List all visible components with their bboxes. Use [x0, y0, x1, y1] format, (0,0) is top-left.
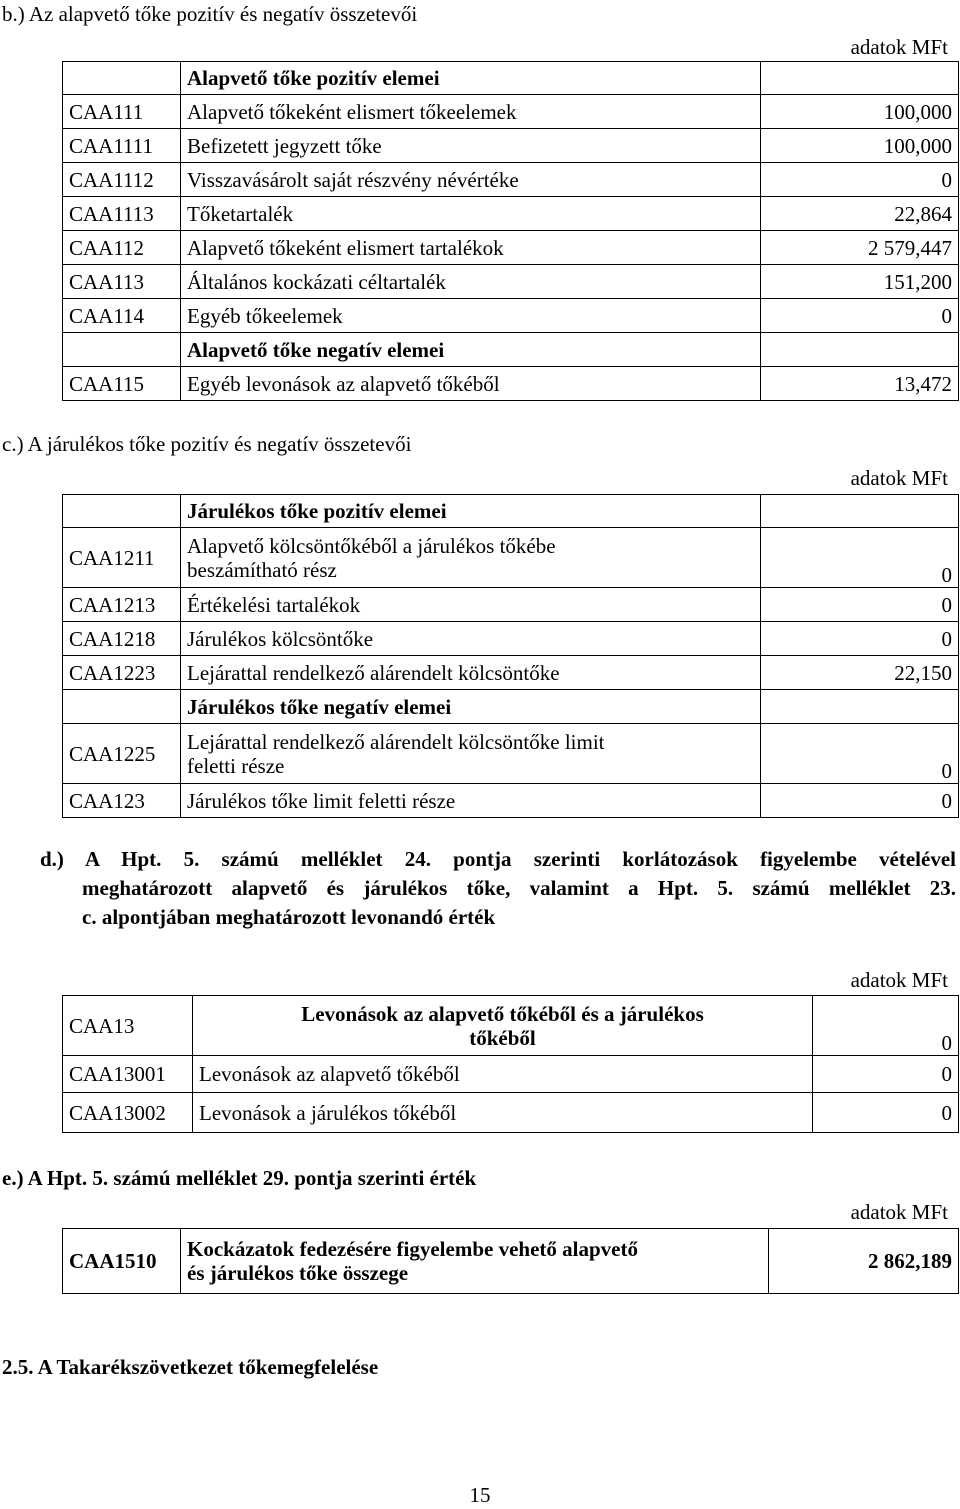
negative-elements-header: Alapvető tőke negatív elemei: [181, 333, 761, 367]
section-d-heading-line2: meghatározott alapvető és járulékos tőke, valamint a Hpt. 5. számú melléklet 23.: [82, 876, 956, 900]
table-row: [63, 367, 959, 401]
row-label: Alapvető tőkeként elismert tartalékok: [181, 231, 761, 265]
row-label: [181, 528, 761, 588]
row-value: 151,200: [761, 265, 959, 299]
section-e-heading: e.) A Hpt. 5. számú melléklet 29. pontja szerinti érték: [2, 1166, 477, 1190]
section-d-unit: adatok MFt: [850, 968, 948, 992]
row-value: 0: [761, 588, 959, 622]
row-value: 0: [813, 996, 959, 1056]
table-row: [63, 528, 959, 588]
row-label-line1: Alapvető kölcsöntőkéből a járulékos tőkébe: [187, 533, 556, 558]
section-b-unit: adatok MFt: [850, 35, 948, 59]
row-code: CAA1225: [63, 724, 181, 784]
table-row: [63, 231, 959, 265]
row-code: CAA112: [63, 231, 181, 265]
row-code: CAA1510: [63, 1229, 181, 1294]
row-code: CAA13002: [63, 1093, 193, 1133]
table-row: [63, 784, 959, 818]
table-row: [63, 95, 959, 129]
negative-elements-header: Járulékos tőke negatív elemei: [181, 690, 761, 724]
positive-elements-header: Járulékos tőke pozitív elemei: [181, 495, 761, 528]
row-value: 0: [813, 1093, 959, 1133]
row-code: CAA1112: [63, 163, 181, 197]
row-label: Járulékos tőke limit feletti része: [181, 784, 761, 818]
row-value: 2 862,189: [769, 1229, 959, 1294]
table-row: [63, 197, 959, 231]
row-label: Befizetett jegyzett tőke: [181, 129, 761, 163]
row-code: CAA1223: [63, 656, 181, 690]
row-code: CAA1113: [63, 197, 181, 231]
table-header-row: [63, 333, 959, 367]
row-label: Levonások az alapvető tőkéből: [193, 1056, 813, 1093]
row-label-line1: Kockázatok fedezésére figyelembe vehető alapvető: [187, 1237, 638, 1261]
row-value: 0: [761, 622, 959, 656]
section-e-unit: adatok MFt: [850, 1200, 948, 1224]
row-code: CAA115: [63, 367, 181, 401]
row-label: [181, 724, 761, 784]
section-b-table: [62, 61, 959, 401]
section-b-heading: b.) Az alapvető tőke pozitív és negatív összetevői: [2, 2, 418, 26]
table-row: [63, 996, 959, 1056]
row-value: 2 579,447: [761, 231, 959, 265]
page-number: 15: [469, 1483, 491, 1507]
row-value: 100,000: [761, 129, 959, 163]
row-label-line1: Levonások az alapvető tőkéből és a járulékos: [301, 1001, 704, 1026]
row-code: CAA1111: [63, 129, 181, 163]
row-label: Visszavásárolt saját részvény névértéke: [181, 163, 761, 197]
row-value: 13,472: [761, 367, 959, 401]
section-d-heading-line1: d.) A Hpt. 5. számú melléklet 24. pontja szerinti korlátozások figyelembe vételével: [40, 847, 956, 871]
table-row: [63, 299, 959, 333]
row-label: Tőketartalék: [181, 197, 761, 231]
row-label: Értékelési tartalékok: [181, 588, 761, 622]
row-value: 0: [761, 528, 959, 588]
row-code: CAA13: [63, 996, 193, 1056]
row-label: Járulékos kölcsöntőke: [181, 622, 761, 656]
table-row: [63, 1229, 959, 1294]
row-label: Levonások a járulékos tőkéből: [193, 1093, 813, 1133]
row-label-line1: Lejárattal rendelkező alárendelt kölcsöntőke limit: [187, 729, 605, 754]
row-value: 22,150: [761, 656, 959, 690]
row-code: CAA113: [63, 265, 181, 299]
table-row: [63, 588, 959, 622]
row-label: [193, 996, 813, 1056]
row-value: 0: [761, 784, 959, 818]
section-d-heading: [40, 845, 956, 932]
row-value: 100,000: [761, 95, 959, 129]
section-c-unit: adatok MFt: [850, 466, 948, 490]
table-row: [63, 622, 959, 656]
positive-elements-header: Alapvető tőke pozitív elemei: [181, 62, 761, 95]
table-row: [63, 1056, 959, 1093]
table-row: [63, 163, 959, 197]
section-d-heading-line3: c. alpontjában meghatározott levonandó érték: [82, 905, 496, 929]
section-25-heading: 2.5. A Takarékszövetkezet tőkemegfelelése: [2, 1355, 379, 1379]
row-label: Egyéb tőkeelemek: [181, 299, 761, 333]
section-c-table: [62, 494, 959, 818]
table-header-row: [63, 495, 959, 528]
row-label: Lejárattal rendelkező alárendelt kölcsöntőke: [181, 656, 761, 690]
row-label-line2: tőkéből: [469, 1025, 536, 1050]
row-value: 0: [761, 299, 959, 333]
section-d-table: [62, 995, 959, 1133]
row-label-line2: és járulékos tőke összege: [187, 1261, 409, 1285]
table-row: [63, 656, 959, 690]
row-label: [181, 1229, 769, 1294]
table-row: [63, 129, 959, 163]
table-row: [63, 1093, 959, 1133]
row-value: 0: [813, 1056, 959, 1093]
row-code: CAA123: [63, 784, 181, 818]
table-header-row: [63, 62, 959, 95]
section-c-heading: c.) A járulékos tőke pozitív és negatív összetevői: [2, 432, 412, 456]
row-value: 0: [761, 163, 959, 197]
row-value: 22,864: [761, 197, 959, 231]
row-label: Általános kockázati céltartalék: [181, 265, 761, 299]
section-e-table: [62, 1228, 959, 1294]
table-row: [63, 724, 959, 784]
row-code: CAA114: [63, 299, 181, 333]
row-code: CAA1211: [63, 528, 181, 588]
row-label-line2: beszámítható rész: [187, 557, 337, 582]
row-value: 0: [761, 724, 959, 784]
row-label: Egyéb levonások az alapvető tőkéből: [181, 367, 761, 401]
row-label: Alapvető tőkeként elismert tőkeelemek: [181, 95, 761, 129]
row-code: CAA1218: [63, 622, 181, 656]
table-header-row: [63, 690, 959, 724]
row-code: CAA111: [63, 95, 181, 129]
row-code: CAA13001: [63, 1056, 193, 1093]
table-row: [63, 265, 959, 299]
row-label-line2: feletti része: [187, 753, 285, 778]
row-code: CAA1213: [63, 588, 181, 622]
